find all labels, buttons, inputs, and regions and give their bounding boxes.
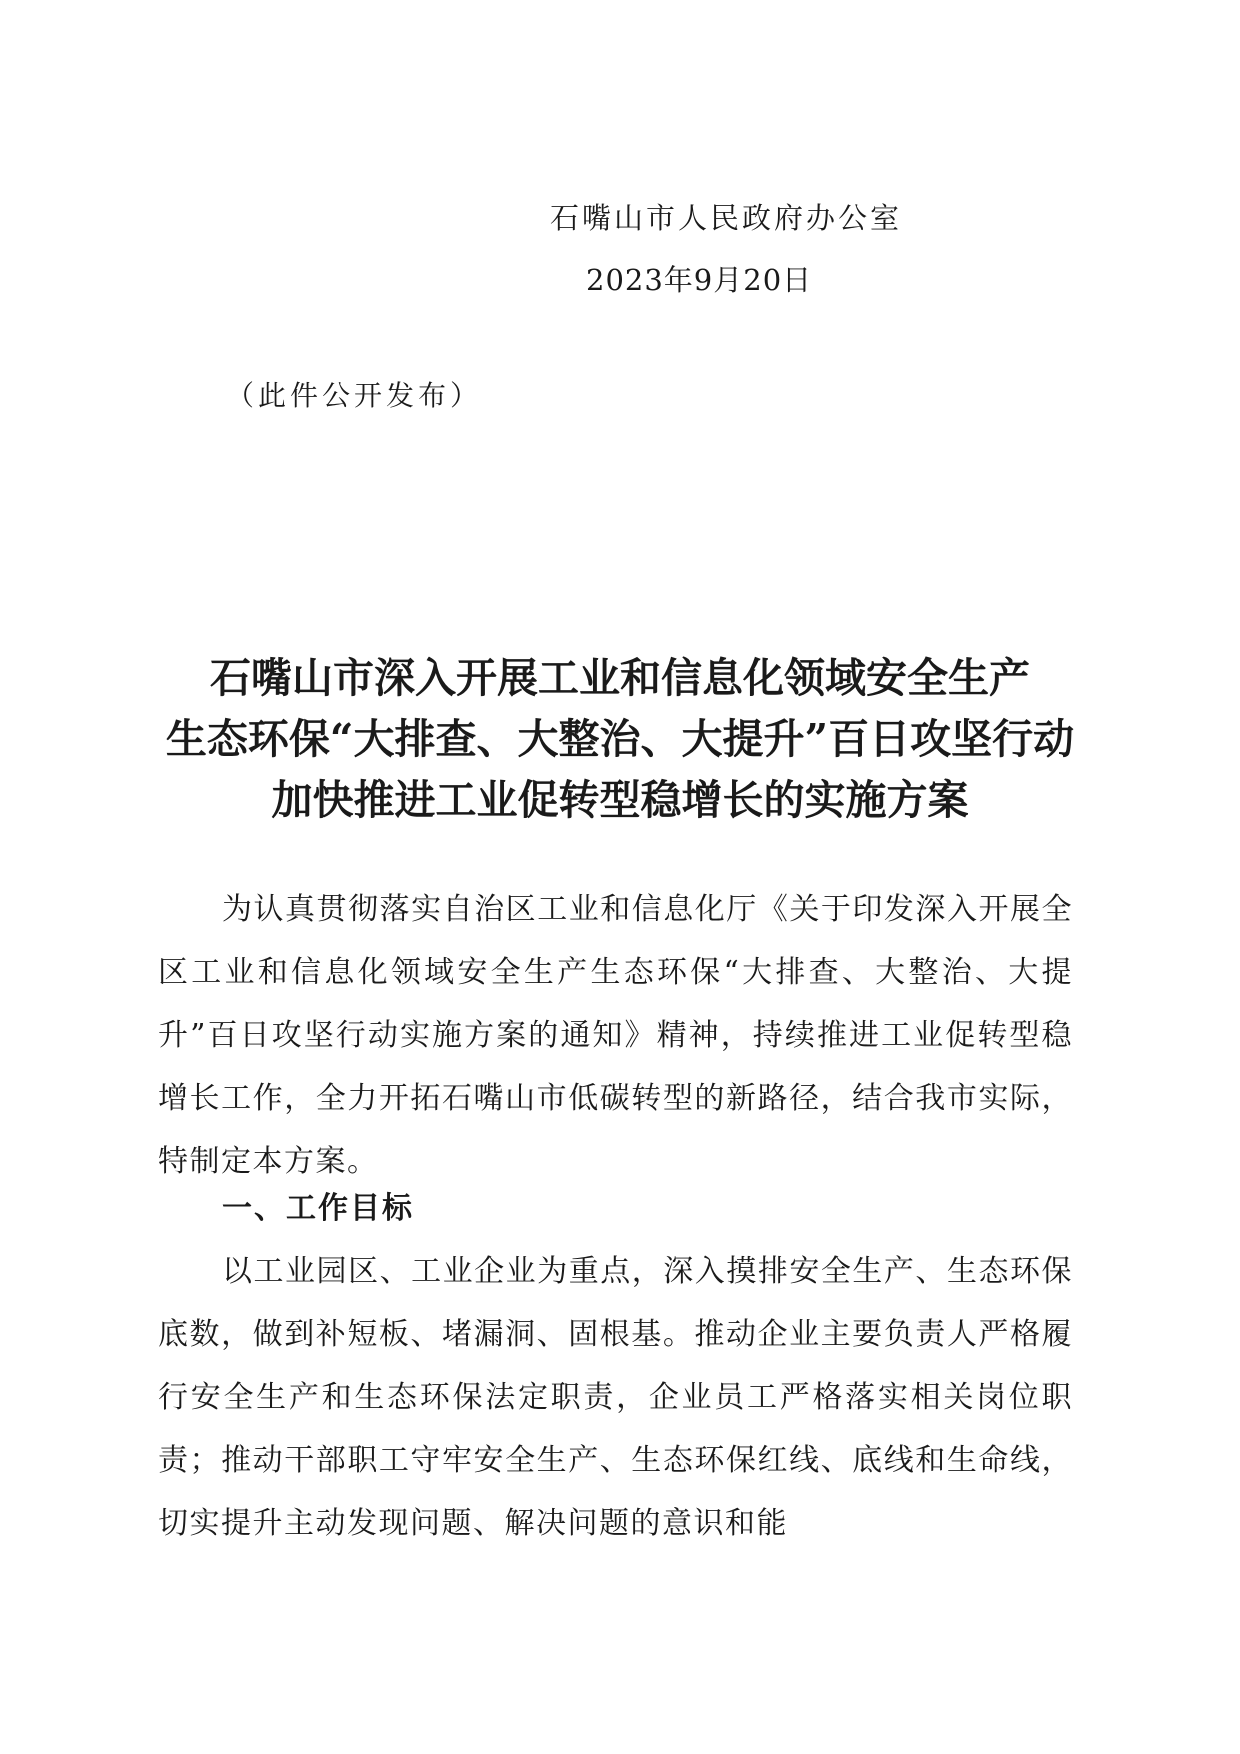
title-line-2: 生态环保“大排查、大整治、大提升”百日攻坚行动 [165,715,1075,763]
document-title [140,648,1100,831]
issue-date: 2023年9月20日 [586,263,813,297]
issuing-office: 石嘴山市人民政府办公室 [550,201,903,235]
section-paragraph-work-goals: 以工业园区、工业企业为重点，深入摸排安全生产、生态环保底数，做到补短板、堵漏洞、固根基。推动企业主要负责人严格履行安全生产和生态环保法定职责，企业员工严格落实相关岗位职责；推动干部职工守牢安全生产、生态环保红线、底线和生命线，切实提升主动发现问题、解决问题的意识和能 [158,1254,1073,1541]
intro-paragraph: 为认真贯彻落实自治区工业和信息化厅《关于印发深入开展全区工业和信息化领域安全生产生态环保“大排查、大整治、大提升”百日攻坚行动实施方案的通知》精神，持续推进工业促转型稳增长工作，全力开拓石嘴山市低碳转型的新路径，结合我市实际，特制定本方案。 [158,892,1073,1179]
title-line-1: 石嘴山市深入开展工业和信息化领域安全生产 [210,654,1030,702]
title-line-3: 加快推进工业促转型稳增长的实施方案 [271,776,969,824]
release-note: （此件公开发布） [226,379,483,412]
section-heading-work-goals: 一、工作目标 [222,1191,414,1226]
